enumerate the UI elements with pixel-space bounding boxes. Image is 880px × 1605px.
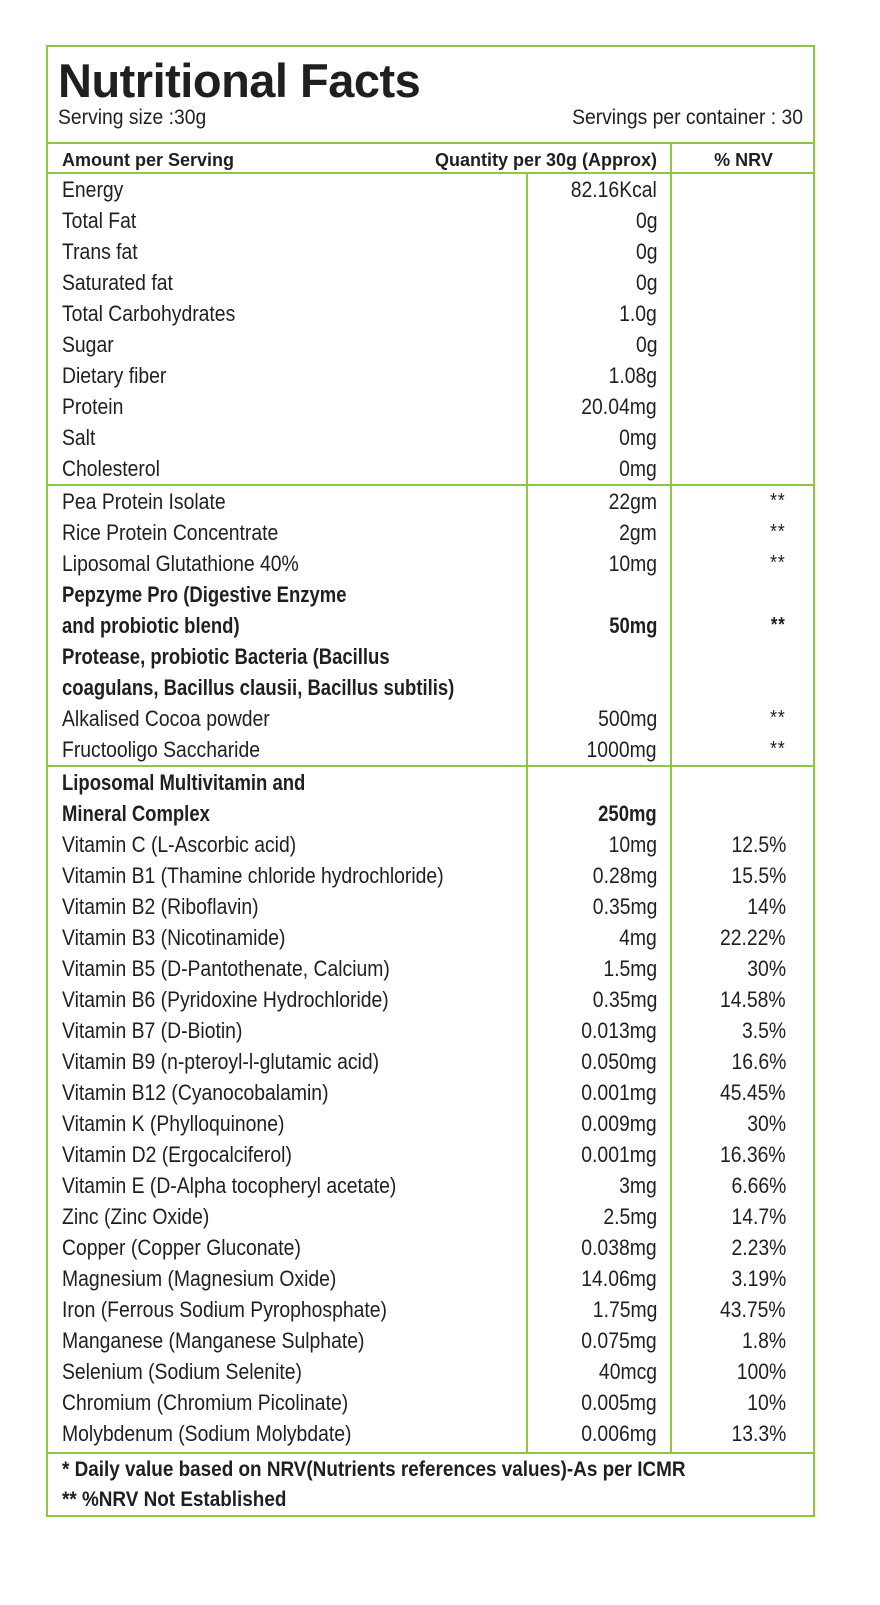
nutrient-quantity: 1.75mg — [592, 1297, 657, 1322]
table-row — [48, 798, 813, 829]
nutrient-name: Alkalised Cocoa powder — [62, 706, 270, 731]
page-title: Nutritional Facts — [58, 54, 421, 107]
nutrient-name: Vitamin B5 (D-Pantothenate, Calcium) — [62, 956, 390, 981]
nutrient-name: Liposomal Multivitamin and — [62, 770, 306, 795]
nutrient-nrv: 6.66% — [731, 1173, 786, 1198]
nutrient-quantity: 0.006mg — [581, 1421, 657, 1446]
table-row — [48, 517, 813, 548]
table-row — [48, 641, 813, 672]
nutrient-quantity: 0.038mg — [581, 1235, 657, 1260]
nutrient-name: Vitamin B2 (Riboflavin) — [62, 894, 259, 919]
nutrient-quantity: 2.5mg — [603, 1204, 657, 1229]
table-row — [48, 486, 813, 517]
nutrient-nrv: 30% — [747, 956, 786, 981]
header-column-divider — [670, 142, 672, 174]
nutrient-quantity: 3mg — [619, 1173, 657, 1198]
nutrient-quantity: 0.35mg — [592, 894, 657, 919]
table-row — [48, 922, 813, 953]
nutrient-name: Trans fat — [62, 239, 138, 264]
nutrient-nrv: ** — [770, 552, 786, 574]
table-row — [48, 1356, 813, 1387]
table-row — [48, 610, 813, 641]
nutrient-nrv: 15.5% — [731, 863, 786, 888]
nutrient-nrv: 100% — [736, 1359, 786, 1384]
table-row — [48, 984, 813, 1015]
nutrition-facts-panel — [46, 45, 815, 1517]
column-header-quantity: Quantity per 30g (Approx) — [434, 150, 657, 170]
nutrient-nrv: 14.7% — [731, 1204, 786, 1229]
nutrient-quantity: 1.08g — [608, 363, 657, 388]
nutrient-quantity: 14.06mg — [581, 1266, 657, 1291]
nutrient-name: Vitamin E (D-Alpha tocopheryl acetate) — [62, 1173, 397, 1198]
nutrient-nrv: ** — [770, 738, 786, 760]
nutrient-quantity: 1000mg — [587, 737, 657, 762]
table-row — [48, 391, 813, 422]
nutrient-name: Vitamin D2 (Ergocalciferol) — [62, 1142, 292, 1167]
nutrient-quantity: 0.001mg — [581, 1142, 657, 1167]
nutrient-quantity: 10mg — [608, 832, 657, 857]
nutrient-name: Pea Protein Isolate — [62, 489, 226, 514]
nutrient-quantity: 0.28mg — [592, 863, 657, 888]
nutrient-quantity: 20.04mg — [581, 394, 657, 419]
table-row — [48, 1170, 813, 1201]
table-row — [48, 1201, 813, 1232]
table-row — [48, 1046, 813, 1077]
table-row — [48, 267, 813, 298]
nutrient-quantity: 0.075mg — [581, 1328, 657, 1353]
table-row — [48, 1294, 813, 1325]
nutrient-name: Dietary fiber — [62, 363, 167, 388]
nutrient-quantity: 0.050mg — [581, 1049, 657, 1074]
servings-per-container: Servings per container : 30 — [572, 106, 803, 129]
footnote-daily-value: * Daily value based on NRV(Nutrients references values)-As per ICMR — [62, 1458, 686, 1481]
nutrient-quantity: 1.0g — [619, 301, 657, 326]
nutrient-name: Energy — [62, 177, 124, 202]
nutrient-name: Liposomal Glutathione 40% — [62, 551, 299, 576]
nutrient-name: and probiotic blend) — [62, 613, 240, 638]
nutrient-nrv: 2.23% — [731, 1235, 786, 1260]
footnote-nrv-not-established: ** %NRV Not Established — [62, 1488, 287, 1511]
table-row — [48, 1325, 813, 1356]
nutrient-nrv: 22.22% — [720, 925, 786, 950]
nutrient-nrv: 43.75% — [720, 1297, 786, 1322]
table-row — [48, 236, 813, 267]
nutrient-name: Magnesium (Magnesium Oxide) — [62, 1266, 337, 1291]
header-top-divider — [48, 142, 813, 144]
nutrient-quantity: 0mg — [619, 456, 657, 481]
nutrient-quantity: 0g — [635, 270, 657, 295]
table-row — [48, 174, 813, 205]
nutrient-nrv: ** — [771, 614, 786, 636]
table-row — [48, 1418, 813, 1449]
nutrient-name: Salt — [62, 425, 96, 450]
nutrient-nrv: 12.5% — [731, 832, 786, 857]
nutrient-name: Total Carbohydrates — [62, 301, 236, 326]
table-row — [48, 422, 813, 453]
column-header-amount: Amount per Serving — [62, 150, 235, 170]
nutrient-quantity: 22gm — [608, 489, 657, 514]
nutrient-nrv: 30% — [747, 1111, 786, 1136]
nutrient-name: Vitamin B3 (Nicotinamide) — [62, 925, 286, 950]
table-row — [48, 329, 813, 360]
table-row — [48, 703, 813, 734]
nutrient-nrv: ** — [770, 490, 786, 512]
nutrient-quantity: 10mg — [608, 551, 657, 576]
nutrient-name: Cholesterol — [62, 456, 160, 481]
table-row — [48, 953, 813, 984]
nutrient-quantity: 0.005mg — [581, 1390, 657, 1415]
table-row — [48, 767, 813, 798]
table-row — [48, 1015, 813, 1046]
table-row — [48, 1387, 813, 1418]
table-row — [48, 1139, 813, 1170]
nutrient-nrv: 3.5% — [741, 1018, 786, 1043]
nutrient-table — [48, 174, 813, 1449]
table-row — [48, 829, 813, 860]
footer-divider — [48, 1452, 813, 1454]
nutrient-nrv: ** — [770, 707, 786, 729]
nutrient-name: Molybdenum (Sodium Molybdate) — [62, 1421, 352, 1446]
nutrient-quantity: 82.16Kcal — [570, 177, 657, 202]
nutrient-nrv: 10% — [747, 1390, 786, 1415]
nutrient-name: Sugar — [62, 332, 114, 357]
nutrient-quantity: 500mg — [597, 706, 657, 731]
table-row — [48, 860, 813, 891]
table-row — [48, 1077, 813, 1108]
nutrient-name: Fructooligo Saccharide — [62, 737, 261, 762]
table-row — [48, 891, 813, 922]
nutrient-nrv: 14% — [747, 894, 786, 919]
table-row — [48, 1232, 813, 1263]
nutrient-name: Protease, probiotic Bacteria (Bacillus — [62, 644, 390, 669]
table-row — [48, 548, 813, 579]
nutrient-name: Vitamin B9 (n-pteroyl-l-glutamic acid) — [62, 1049, 380, 1074]
nutrient-quantity: 2gm — [619, 520, 657, 545]
nutrient-name: Chromium (Chromium Picolinate) — [62, 1390, 349, 1415]
nutrient-name: Vitamin B12 (Cyanocobalamin) — [62, 1080, 329, 1105]
nutrient-name: Vitamin B6 (Pyridoxine Hydrochloride) — [62, 987, 389, 1012]
nutrient-name: Vitamin K (Phylloquinone) — [62, 1111, 285, 1136]
nutrient-name: Vitamin B1 (Thamine chloride hydrochloride) — [62, 863, 444, 888]
nutrient-name: Rice Protein Concentrate — [62, 520, 279, 545]
nutrient-nrv: 16.6% — [731, 1049, 786, 1074]
nutrient-nrv: 3.19% — [731, 1266, 786, 1291]
column-header-nrv: % NRV — [714, 150, 773, 170]
nutrient-quantity: 0g — [635, 332, 657, 357]
nutrient-name: Selenium (Sodium Selenite) — [62, 1359, 302, 1384]
nutrient-name: Manganese (Manganese Sulphate) — [62, 1328, 365, 1353]
table-row — [48, 453, 813, 484]
nutrient-quantity: 0.35mg — [592, 987, 657, 1012]
nutrient-name: coagulans, Bacillus clausii, Bacillus subtilis) — [62, 675, 455, 700]
table-row — [48, 205, 813, 236]
table-row — [48, 579, 813, 610]
nutrient-quantity: 0.001mg — [581, 1080, 657, 1105]
nutrient-nrv: ** — [770, 521, 786, 543]
table-row — [48, 734, 813, 765]
nutrient-nrv: 16.36% — [720, 1142, 786, 1167]
nutrient-quantity: 1.5mg — [603, 956, 657, 981]
nutrient-name: Vitamin C (L-Ascorbic acid) — [62, 832, 297, 857]
nutrient-name: Zinc (Zinc Oxide) — [62, 1204, 210, 1229]
nutrient-nrv: 1.8% — [741, 1328, 786, 1353]
table-row — [48, 672, 813, 703]
nutrient-name: Iron (Ferrous Sodium Pyrophosphate) — [62, 1297, 387, 1322]
nutrient-quantity: 0mg — [619, 425, 657, 450]
nutrient-quantity: 0.013mg — [581, 1018, 657, 1043]
nutrient-name: Pepzyme Pro (Digestive Enzyme — [62, 582, 347, 607]
nutrient-nrv: 14.58% — [720, 987, 786, 1012]
serving-size: Serving size :30g — [58, 106, 207, 129]
nutrient-name: Mineral Complex — [62, 801, 210, 826]
table-row — [48, 1108, 813, 1139]
nutrient-quantity: 0.009mg — [581, 1111, 657, 1136]
nutrient-nrv: 13.3% — [731, 1421, 786, 1446]
nutrient-name: Protein — [62, 394, 124, 419]
table-row — [48, 360, 813, 391]
table-row — [48, 1263, 813, 1294]
nutrient-quantity: 50mg — [608, 613, 657, 638]
nutrient-name: Copper (Copper Gluconate) — [62, 1235, 301, 1260]
nutrient-quantity: 0g — [635, 208, 657, 233]
nutrient-nrv: 45.45% — [720, 1080, 786, 1105]
nutrient-quantity: 0g — [635, 239, 657, 264]
nutrient-quantity: 4mg — [619, 925, 657, 950]
nutrient-quantity: 250mg — [598, 801, 657, 826]
table-row — [48, 298, 813, 329]
nutrient-quantity: 40mcg — [598, 1359, 657, 1384]
nutrient-name: Saturated fat — [62, 270, 173, 295]
nutrient-name: Vitamin B7 (D-Biotin) — [62, 1018, 243, 1043]
nutrient-name: Total Fat — [62, 208, 137, 233]
